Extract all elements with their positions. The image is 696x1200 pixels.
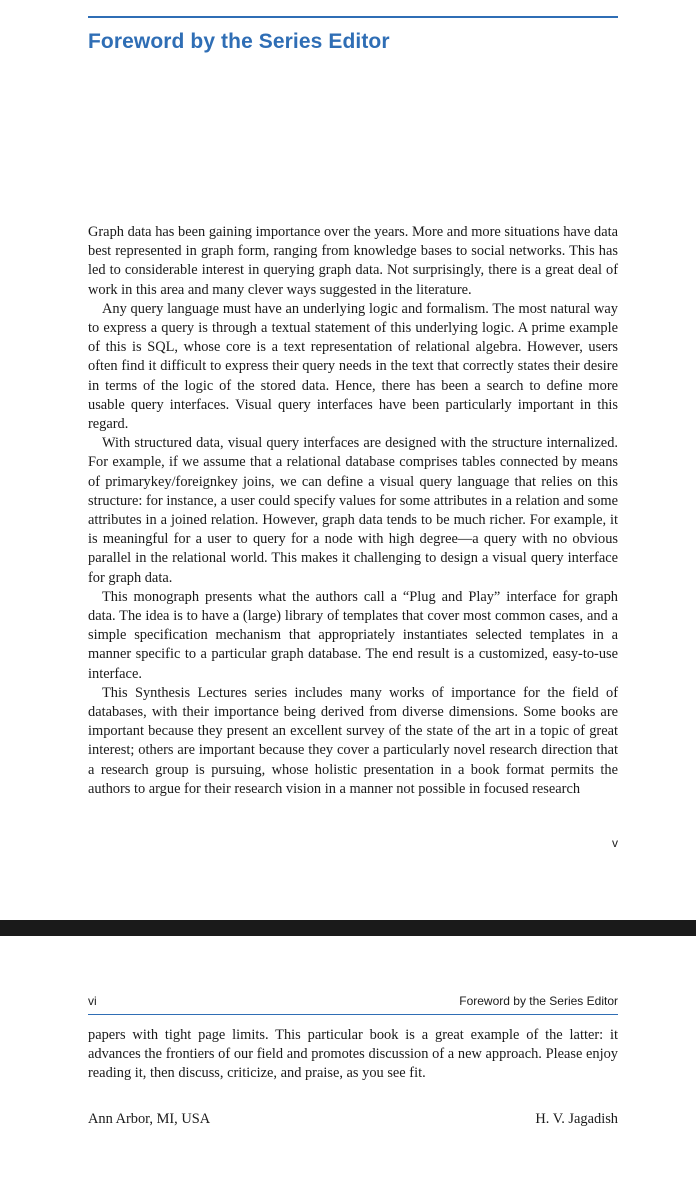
running-head xyxy=(88,994,618,1012)
paragraph-5: This Synthesis Lectures series includes many works of importance for the field of databases, with their importance being derived from diverse dimensions. Some books are important because they present an excellent survey of the state of the art in a topic of great interest; others are important because they cover a particularly novel research direction that a research group is pursuing, whose holistic presentation in a book format permits the authors to argue for their research vision in a manner not possible in focused research xyxy=(88,684,618,797)
top-rule xyxy=(88,16,618,18)
signature xyxy=(88,1111,618,1131)
page-divider xyxy=(0,920,696,936)
running-head-title: Foreword by the Series Editor xyxy=(459,994,618,1008)
signature-place: Ann Arbor, MI, USA xyxy=(88,1111,211,1127)
body-text xyxy=(88,223,618,799)
paragraph-1: Graph data has been gaining importance over the years. More and more situations have data best represented in graph form, ranging from knowledge bases to social networks. This has led to considerable interest in querying graph data. Not surprisingly, there is a great deal of work in this area and many clever ways suggested in the literature. xyxy=(88,224,618,298)
paragraph-2: Any query language must have an underlying logic and formalism. The most natural way to express a query is through a textual statement of this underlying logic. A prime example of this is SQL, whose core is a text representation of relational algebra. However, users often find it difficult to express their query needs in the text that correctly states their desire in terms of the logic of the stored data. Hence, there has been a search to define more usable query interfaces. Visual query interfaces have been particularly important in this regard. xyxy=(88,300,618,433)
page-vi xyxy=(0,936,696,1200)
running-head-page-number: vi xyxy=(88,994,97,1008)
page-number: v xyxy=(612,836,618,850)
chapter-title: Foreword by the Series Editor xyxy=(88,30,390,53)
paragraph-4: This monograph presents what the authors call a “Plug and Play” interface for graph data. The idea is to have a (large) library of templates that cover most common cases, and a simple specification mechanism that appropriately instantiates selected templates in a manner specific to a particular graph database. The end result is a customized, easy-to-use interface. xyxy=(88,588,618,682)
paragraph-3: With structured data, visual query interfaces are designed with the structure internalized. For example, if we assume that a relational database comprises tables connected by means of primarykey/foreignkey joins, we can define a visual query language that relies on this structure: for instance, a user could specify values for some attributes in a relation and some attributes in a joined relation. However, graph data tends to be much richer. For example, it is meaningful for a user to query for a node with high degree—a query with no obvious parallel in the relational world. This makes it challenging to design a visual query interface for graph data. xyxy=(88,435,618,586)
signature-name: H. V. Jagadish xyxy=(535,1111,618,1127)
paragraph-continued: papers with tight page limits. This particular book is a great example of the latter: it advances the frontiers of our field and promotes discussion of a new approach. Please enjoy reading it, then discuss, criticize, and praise, as you see fit. xyxy=(88,1027,618,1082)
continued-text xyxy=(88,1026,618,1084)
running-head-rule xyxy=(88,1014,618,1015)
